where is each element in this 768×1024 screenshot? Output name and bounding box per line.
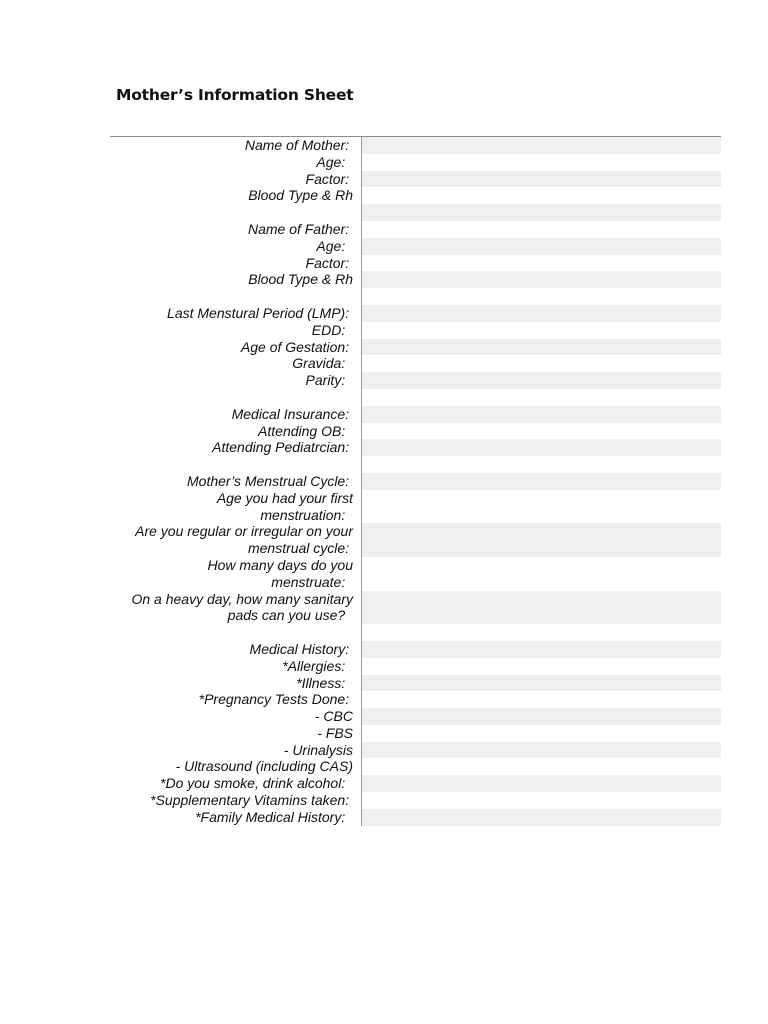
- form-row: [110, 742, 721, 759]
- answer-band: [362, 758, 721, 775]
- answer-field[interactable]: [362, 473, 721, 490]
- answer-field[interactable]: [362, 456, 721, 473]
- answer-field[interactable]: [362, 691, 721, 708]
- form-row: [110, 624, 721, 641]
- form-row: [110, 187, 721, 204]
- form-row: [110, 389, 721, 406]
- answer-band: [362, 641, 721, 658]
- form-row: [110, 171, 721, 188]
- answer-field[interactable]: [362, 809, 721, 826]
- form-row: [110, 439, 721, 456]
- answer-field[interactable]: [362, 792, 721, 809]
- field-label: Age of Gestation:: [110, 339, 362, 356]
- answer-field[interactable]: [362, 355, 721, 372]
- answer-band: [362, 221, 721, 238]
- form-row: [110, 238, 721, 255]
- form-row: [110, 691, 721, 708]
- answer-field[interactable]: [362, 725, 721, 742]
- answer-field[interactable]: [362, 322, 721, 339]
- form-row: [110, 255, 721, 272]
- form-row: [110, 658, 721, 675]
- form-row: [110, 641, 721, 658]
- answer-band: [362, 439, 721, 456]
- field-label: Factor:: [110, 171, 362, 188]
- answer-field[interactable]: [362, 171, 721, 188]
- form-row: [110, 221, 721, 238]
- answer-band: [362, 607, 721, 624]
- answer-band: [362, 406, 721, 423]
- answer-field[interactable]: [362, 758, 721, 775]
- answer-field[interactable]: [362, 675, 721, 692]
- answer-band: [362, 339, 721, 356]
- field-label: - Ultrasound (including CAS): [110, 758, 362, 775]
- answer-band: [362, 288, 721, 305]
- field-label: Blood Type & Rh: [110, 187, 362, 204]
- answer-field[interactable]: [362, 271, 721, 288]
- answer-field[interactable]: [362, 775, 721, 792]
- answer-band: [362, 523, 721, 540]
- field-label: Medical History:: [110, 641, 362, 658]
- form-row: [110, 775, 721, 792]
- field-label: How many days do you menstruate:: [110, 557, 362, 591]
- field-label: Are you regular or irregular on your menstrual cycle:: [110, 523, 362, 557]
- field-label: Factor:: [110, 255, 362, 272]
- form-row: [110, 305, 721, 322]
- field-label: [110, 288, 362, 305]
- answer-band: [362, 591, 721, 608]
- answer-field[interactable]: [362, 557, 721, 591]
- form-row: [110, 591, 721, 625]
- answer-field[interactable]: [362, 423, 721, 440]
- answer-band: [362, 507, 721, 524]
- answer-field[interactable]: [362, 372, 721, 389]
- field-label: Age you had your first menstruation:: [110, 490, 362, 524]
- answer-band: [362, 725, 721, 742]
- form-row: [110, 423, 721, 440]
- answer-band: [362, 490, 721, 507]
- field-label: Name of Mother:: [110, 137, 362, 154]
- answer-field[interactable]: [362, 255, 721, 272]
- answer-band: [362, 473, 721, 490]
- field-label: - CBC: [110, 708, 362, 725]
- field-label: Name of Father:: [110, 221, 362, 238]
- answer-band: [362, 742, 721, 759]
- field-label: Age:: [110, 154, 362, 171]
- answer-field[interactable]: [362, 238, 721, 255]
- answer-band: [362, 809, 721, 826]
- form-row: [110, 456, 721, 473]
- information-form: [110, 137, 721, 826]
- answer-band: [362, 792, 721, 809]
- answer-field[interactable]: [362, 339, 721, 356]
- answer-band: [362, 456, 721, 473]
- form-row: [110, 708, 721, 725]
- answer-field[interactable]: [362, 389, 721, 406]
- field-label: Blood Type & Rh: [110, 271, 362, 288]
- field-label: Age:: [110, 238, 362, 255]
- form-row: [110, 322, 721, 339]
- field-label: Attending OB:: [110, 423, 362, 440]
- answer-band: [362, 187, 721, 204]
- form-row: [110, 809, 721, 826]
- form-row: [110, 204, 721, 221]
- answer-field[interactable]: [362, 658, 721, 675]
- field-label: *Family Medical History:: [110, 809, 362, 826]
- answer-field[interactable]: [362, 591, 721, 625]
- field-label: [110, 389, 362, 406]
- answer-band: [362, 372, 721, 389]
- answer-band: [362, 389, 721, 406]
- answer-band: [362, 423, 721, 440]
- answer-band: [362, 708, 721, 725]
- answer-field[interactable]: [362, 490, 721, 524]
- form-row: [110, 758, 721, 775]
- answer-field[interactable]: [362, 204, 721, 221]
- form-row: [110, 288, 721, 305]
- field-label: [110, 624, 362, 641]
- answer-band: [362, 355, 721, 372]
- answer-band: [362, 322, 721, 339]
- answer-band: [362, 238, 721, 255]
- answer-band: [362, 305, 721, 322]
- form-row: [110, 271, 721, 288]
- field-label: EDD:: [110, 322, 362, 339]
- form-row: [110, 792, 721, 809]
- answer-field[interactable]: [362, 641, 721, 658]
- field-label: Last Menstural Period (LMP):: [110, 305, 362, 322]
- answer-field[interactable]: [362, 708, 721, 725]
- field-label: Parity:: [110, 372, 362, 389]
- answer-field[interactable]: [362, 288, 721, 305]
- answer-field[interactable]: [362, 154, 721, 171]
- answer-field[interactable]: [362, 221, 721, 238]
- field-label: [110, 456, 362, 473]
- answer-band: [362, 775, 721, 792]
- answer-field[interactable]: [362, 742, 721, 759]
- answer-band: [362, 137, 721, 154]
- answer-band: [362, 691, 721, 708]
- answer-band: [362, 557, 721, 574]
- answer-field[interactable]: [362, 137, 721, 154]
- answer-band: [362, 204, 721, 221]
- field-label: *Illness:: [110, 675, 362, 692]
- answer-field[interactable]: [362, 305, 721, 322]
- field-label: Attending Pediatrcian:: [110, 439, 362, 456]
- answer-band: [362, 574, 721, 591]
- form-row: [110, 372, 721, 389]
- field-label: *Pregnancy Tests Done:: [110, 691, 362, 708]
- field-label: On a heavy day, how many sanitary pads can you use?: [110, 591, 362, 625]
- form-row: [110, 406, 721, 423]
- answer-field[interactable]: [362, 523, 721, 557]
- answer-band: [362, 255, 721, 272]
- form-row: [110, 675, 721, 692]
- answer-band: [362, 624, 721, 641]
- field-label: Medical Insurance:: [110, 406, 362, 423]
- answer-band: [362, 154, 721, 171]
- answer-field[interactable]: [362, 439, 721, 456]
- answer-band: [362, 540, 721, 557]
- form-row: [110, 557, 721, 591]
- form-row: [110, 523, 721, 557]
- answer-field[interactable]: [362, 406, 721, 423]
- form-row: [110, 137, 721, 154]
- form-row: [110, 154, 721, 171]
- answer-field[interactable]: [362, 187, 721, 204]
- answer-band: [362, 658, 721, 675]
- answer-band: [362, 171, 721, 188]
- page-title: Mother’s Information Sheet: [116, 86, 354, 104]
- form-row: [110, 339, 721, 356]
- field-label: *Supplementary Vitamins taken:: [110, 792, 362, 809]
- answer-field[interactable]: [362, 624, 721, 641]
- form-row: [110, 355, 721, 372]
- field-label: Mother’s Menstrual Cycle:: [110, 473, 362, 490]
- field-label: *Do you smoke, drink alcohol:: [110, 775, 362, 792]
- field-label: - FBS: [110, 725, 362, 742]
- form-row: [110, 490, 721, 524]
- answer-band: [362, 271, 721, 288]
- field-label: - Urinalysis: [110, 742, 362, 759]
- field-label: Gravida:: [110, 355, 362, 372]
- form-row: [110, 725, 721, 742]
- field-label: [110, 204, 362, 221]
- form-row: [110, 473, 721, 490]
- field-label: *Allergies:: [110, 658, 362, 675]
- answer-band: [362, 675, 721, 692]
